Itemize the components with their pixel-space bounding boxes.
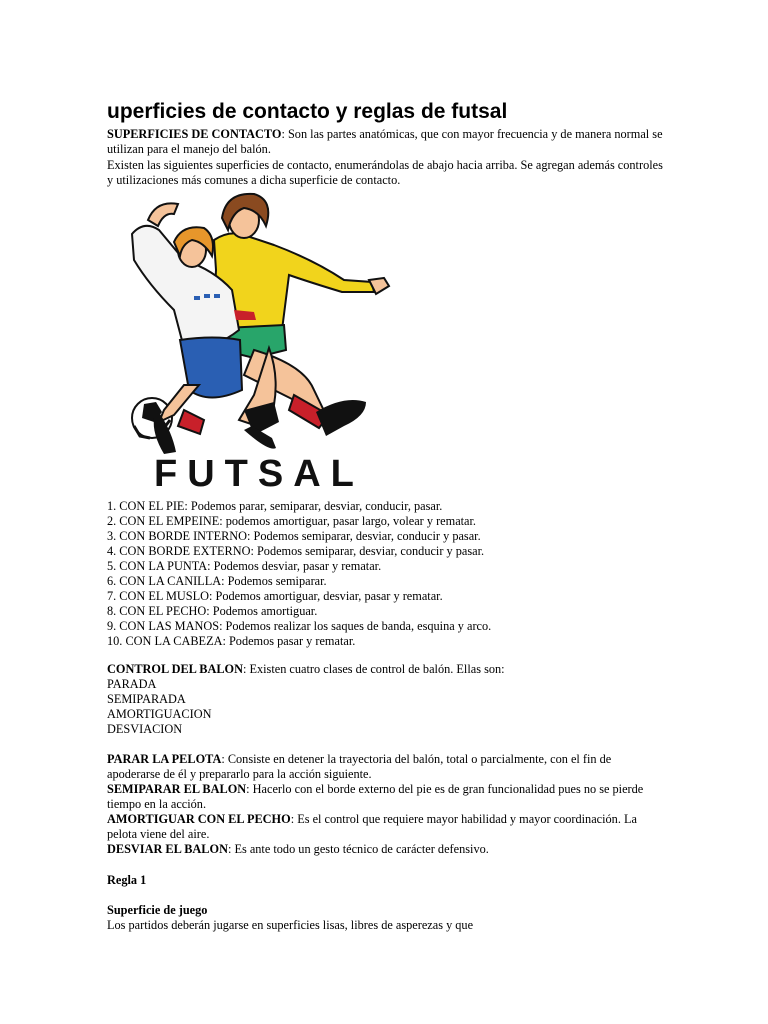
rule-text: Los partidos deberán jugarse en superficies lisas, libres de asperezas y que bbox=[107, 918, 474, 932]
surface-name: 6. CON LA CANILLA bbox=[107, 574, 222, 588]
surface-desc: : Podemos semiparar, desviar, conducir y pasar. bbox=[250, 544, 485, 558]
futsal-illustration bbox=[104, 190, 404, 490]
control-item: DESVIACION bbox=[107, 722, 183, 736]
surface-desc: : Podemos amortiguar. bbox=[206, 604, 318, 618]
surface-name: 1. CON EL PIE bbox=[107, 499, 185, 513]
surface-desc: : Podemos semiparar. bbox=[221, 574, 327, 588]
list-item bbox=[107, 634, 491, 649]
surface-name: 4. CON BORDE EXTERNO bbox=[107, 544, 251, 558]
control-text: : Existen cuatro clases de control de balón. Ellas son: bbox=[242, 662, 505, 676]
surface-desc: : Podemos realizar los saques de banda, esquina y arco. bbox=[219, 619, 492, 633]
rule-heading: Regla 1 bbox=[107, 873, 147, 887]
control-item: SEMIPARADA bbox=[107, 692, 186, 706]
surface-desc: : Podemos pasar y rematar. bbox=[222, 634, 356, 648]
definition-text: : Es el control que requiere mayor habilidad y mayor coordinación. La pelota viene del aire. bbox=[107, 812, 637, 841]
list-item bbox=[107, 619, 491, 634]
definition-item bbox=[107, 752, 667, 782]
definition-text: : Hacerlo con el borde externo del pie es de gran funcionalidad pues no se pierde tiempo en la acción. bbox=[107, 782, 644, 811]
control-item: PARADA bbox=[107, 677, 157, 691]
player-yellow bbox=[214, 194, 389, 449]
surface-name: 9. CON LAS MANOS bbox=[107, 619, 220, 633]
definitions-section bbox=[107, 752, 667, 857]
surface-desc: : Podemos semiparar, desviar, conducir y pasar. bbox=[247, 529, 481, 543]
definition-term: SEMIPARAR EL BALON bbox=[107, 782, 247, 796]
list-item bbox=[107, 604, 491, 619]
surface-name: 3. CON BORDE INTERNO bbox=[107, 529, 248, 543]
surface-name: 7. CON EL MUSLO bbox=[107, 589, 210, 603]
intro-definition-text: : Son las partes anatómicas, que con mayor frecuencia y de manera normal se utilizan para el manejo del balón. bbox=[107, 127, 663, 156]
list-item bbox=[107, 514, 491, 529]
surface-name: 2. CON EL EMPEINE bbox=[107, 514, 220, 528]
definition-term: PARAR LA PELOTA bbox=[107, 752, 222, 766]
intro-paragraph: Existen las siguientes superficies de contacto, enumerándolas de abajo hacia arriba. Se agregan además controles y utilizaciones más comunes a dicha superficie de contacto. bbox=[107, 158, 663, 187]
list-item bbox=[107, 499, 491, 514]
definition-item bbox=[107, 842, 667, 857]
definition-text: : Es ante todo un gesto técnico de carácter defensivo. bbox=[227, 842, 489, 856]
list-item bbox=[107, 544, 491, 559]
intro-term: SUPERFICIES DE CONTACTO bbox=[107, 127, 282, 141]
list-item bbox=[107, 529, 491, 544]
surface-desc: : Podemos parar, semiparar, desviar, conducir, pasar. bbox=[184, 499, 443, 513]
surface-desc: : podemos amortiguar, pasar largo, volear y rematar. bbox=[219, 514, 477, 528]
list-item bbox=[107, 589, 491, 604]
control-item: AMORTIGUACION bbox=[107, 707, 212, 721]
surface-name: 10. CON LA CABEZA bbox=[107, 634, 223, 648]
rule-body bbox=[107, 903, 473, 933]
surfaces-list bbox=[107, 499, 491, 649]
definition-item bbox=[107, 812, 667, 842]
control-items bbox=[107, 677, 505, 737]
control-term: CONTROL DEL BALON bbox=[107, 662, 243, 676]
surface-desc: : Podemos amortiguar, desviar, pasar y rematar. bbox=[209, 589, 443, 603]
control-section bbox=[107, 662, 505, 737]
rule-subheading: Superficie de juego bbox=[107, 903, 208, 917]
surface-name: 8. CON EL PECHO bbox=[107, 604, 207, 618]
list-item bbox=[107, 559, 491, 574]
definition-item bbox=[107, 782, 667, 812]
definition-term: AMORTIGUAR CON EL PECHO bbox=[107, 812, 291, 826]
definition-term: DESVIAR EL BALON bbox=[107, 842, 228, 856]
surface-name: 5. CON LA PUNTA bbox=[107, 559, 208, 573]
surface-desc: : Podemos desviar, pasar y rematar. bbox=[207, 559, 382, 573]
list-item bbox=[107, 574, 491, 589]
page-title: uperficies de contacto y reglas de futsal bbox=[107, 100, 508, 123]
futsal-logo-text: FUTSAL bbox=[154, 453, 364, 490]
definition-text: : Consiste en detener la trayectoria del balón, total o parcialmente, con el fin de apoderarse de él y prepararlo para la acción siguiente. bbox=[107, 752, 612, 781]
intro-definition bbox=[107, 127, 667, 157]
